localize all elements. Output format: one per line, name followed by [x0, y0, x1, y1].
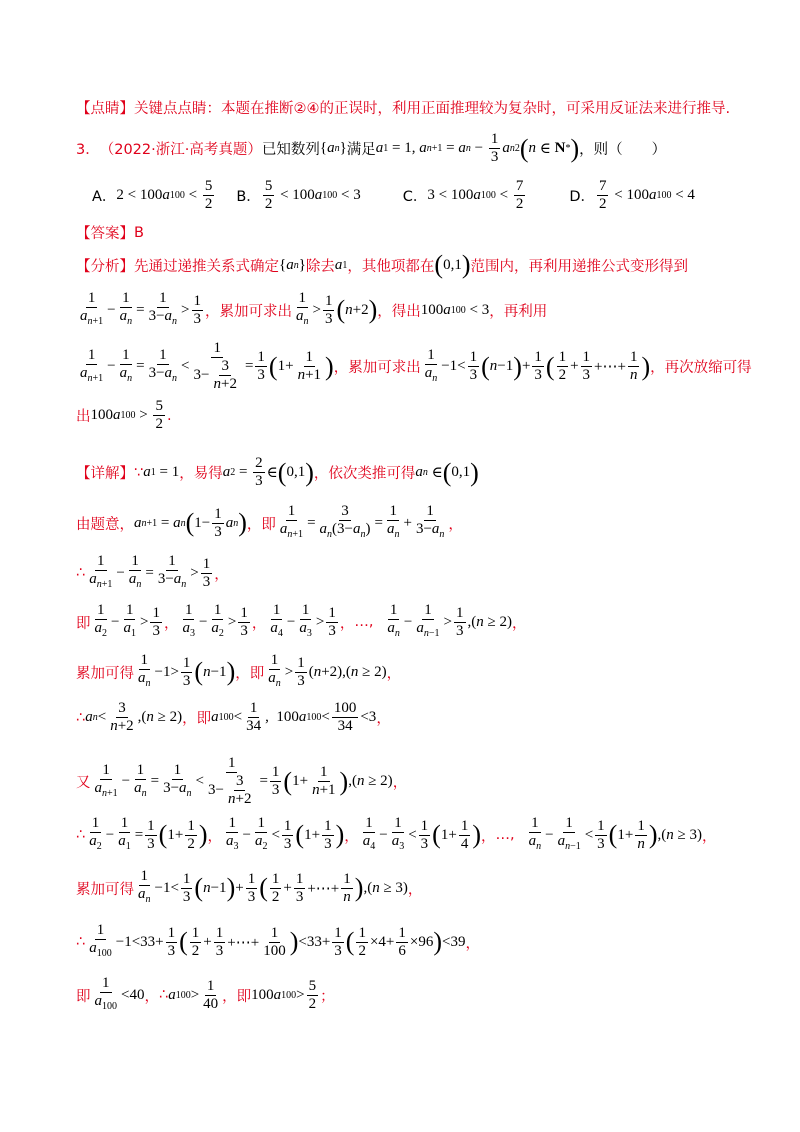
math-ineq-3: 100 a 100 < 3 [420, 301, 490, 318]
math-an-range: a n ∈ ( 0,1 ) [415, 457, 479, 487]
math-ineq-2: $\frac{1}{a_n}$ > $\frac{1}{3}$ ( n +2 ) [296, 290, 378, 327]
detail-text: ， [344, 828, 359, 845]
math-recurrence: a n+1 = a n ( 1− $\frac{1}{3}$ a n ) [134, 505, 247, 540]
therefore-symbol: ∴ [76, 565, 86, 581]
analysis-line-4 [76, 398, 172, 433]
analysis-line-1 [76, 252, 688, 278]
answer-tag: 【答案】 [76, 226, 134, 242]
math-ineq-1: $\frac{1}{a_{n+1}}$ − $\frac{1}{a_n}$ = $\frac{1}{3-a_n}$ > $\frac{1}{3}$ [80, 290, 202, 327]
math-chain-n: $\frac{1}{a_n}$ − $\frac{1}{a_{n-1}}$ > $\frac{1}{3}$ ,( n ≥ 2) [387, 602, 512, 639]
option-d[interactable]: D． $\frac{7}{2}$ < 100 a 100 < 4 [569, 178, 695, 212]
detail-text: ， [222, 988, 237, 1005]
option-a[interactable]: A． 2 < 100 a 100 < $\frac{5}{2}$ [92, 178, 213, 212]
detail-line-8 [76, 815, 716, 855]
math-upper-chain-1: $\frac{1}{a_2}$ − $\frac{1}{a_1}$ = $\frac{1}{3}$ ( 1+ $\frac{1}{2}$ ) [89, 815, 208, 852]
math-ineq-5: $\frac{1}{a_n}$ −1< $\frac{1}{3}$ ( n −1 ) + $\frac{1}{3}$ ( $\frac{1}{2}$ + $\frac{1}{3}$ +⋯+ $\frac{1}{n}$ ) [424, 346, 651, 384]
question-stem [76, 131, 666, 166]
math-upper-sum: $\frac{1}{a_n}$ −1< $\frac{1}{3}$ ( n −1 ) + $\frac{1}{3}$ ( $\frac{1}{2}$ + $\frac{1}{3}$ +⋯+ $\frac{1}{n}$ ) ,( n ≥ 3) [138, 868, 408, 905]
therefore-symbol: ∴ [76, 827, 86, 843]
math-chain-2: $\frac{1}{a_3}$ − $\frac{1}{a_2}$ > $\frac{1}{3}$ [182, 602, 248, 639]
analysis-text: ，再次放缩可得 [650, 360, 752, 376]
math-sum-2: $\frac{1}{a_n}$ > $\frac{1}{3}$ ( n +2),( n ≥ 2) [268, 652, 387, 689]
analysis-text: 范围内，再利用递推公式变形得到 [470, 258, 688, 275]
dianjing-tag: 【点睛】 [76, 101, 134, 117]
detail-text: ，易得 [179, 466, 223, 482]
because-symbol: ∵ [134, 464, 144, 481]
math-diff-ineq: $\frac{1}{a_{n+1}}$ − $\frac{1}{a_n}$ = $\frac{1}{3-a_n}$ > $\frac{1}{3}$ [89, 553, 211, 590]
analysis-text: ，得出 [377, 303, 421, 320]
analysis-text: 出 [76, 409, 91, 425]
math-final-bound: $\frac{1}{a_{100}}$ −1<33+ $\frac{1}{3}$ ( $\frac{1}{2}$ + $\frac{1}{3}$ +⋯+ $\frac{1}{100}$ ) <33+ $\frac{1}{3}$ ( $\frac{1}{2}$ ×4+ $\frac{1}{6}$ ×96 ) <39 [89, 922, 466, 959]
math-a1-eq: a 1 = 1 [143, 464, 180, 480]
math-a2: a 2 = $\frac{2}{3}$ ∈ ( 0,1 ) [222, 455, 314, 489]
math-a100-upper: a 100 < $\frac{1}{34}$ , 100 a 100 < $\frac{100}{34}$ <3 [211, 700, 377, 734]
detail-text: 即 [76, 988, 91, 1005]
detail-text: ， [465, 935, 480, 952]
options-row [92, 178, 715, 213]
detail-text: 即 [249, 665, 265, 682]
detail-text: ， [235, 665, 250, 682]
math-chain-1: $\frac{1}{a_2}$ − $\frac{1}{a_1}$ > $\frac{1}{3}$ [94, 602, 160, 639]
therefore-symbol: ∴ [76, 709, 86, 726]
analysis-text: ，其他项都在 [347, 258, 435, 275]
math-an-upper: a n < $\frac{3}{n+2}$ ,( n ≥ 2) [85, 700, 183, 734]
detail-line-1 [76, 455, 479, 490]
detail-text: ， [214, 566, 229, 583]
detail-text: …, [354, 614, 374, 630]
math-upper-chain-3: $\frac{1}{a_4}$ − $\frac{1}{a_3}$ < $\frac{1}{3}$ ( 1+ $\frac{1}{4}$ ) [362, 815, 481, 852]
analysis-text: ，累加可求出 [333, 360, 421, 376]
analysis-text: . [166, 407, 172, 424]
math-upper-diff: $\frac{1}{a_{n+1}}$ − $\frac{1}{a_n}$ = $\frac{1}{3-a_n}$ < 1 3− $\frac{3}{n+2}$ = $\frac{1}{3}$ ( 1+ $\frac{1}{n+1}$ ) ,( n ≥ 2) [94, 755, 393, 807]
sequence-notation: { a n } [319, 140, 347, 156]
option-a-label: A． [92, 189, 117, 205]
analysis-tag: 【分析】 [76, 258, 134, 275]
detail-text: ， [511, 615, 527, 632]
stem-prefix: 已知数列 [261, 142, 320, 158]
option-b-label: B． [236, 189, 261, 205]
detail-text: ； [320, 988, 335, 1005]
detail-text: ， [480, 828, 496, 845]
option-b[interactable]: B． $\frac{5}{2}$ < 100 a 100 < 3 [236, 178, 361, 212]
detail-text: 即 [261, 516, 276, 533]
answer-line [76, 222, 144, 243]
question-source: （2022·浙江·高考真题） [99, 142, 262, 158]
answer-value: B [134, 224, 144, 241]
question-number: 3． [76, 142, 100, 158]
detail-text: 累加可得 [76, 881, 134, 898]
detail-line-7 [76, 755, 407, 808]
dianjing-text: 关键点点睛：本题在推断②④的正误时，利用正面推理较为复杂时，可采用反证法来进行推导. [134, 101, 731, 117]
detail-text: ， [407, 881, 423, 898]
detail-text: ， [392, 775, 408, 791]
detail-line-4 [76, 602, 526, 642]
analysis-text: 除去 [305, 258, 335, 275]
math-seq: { a n } [279, 256, 306, 273]
math-ineq-4: $\frac{1}{a_{n+1}}$ − $\frac{1}{a_n}$ = $\frac{1}{3-a_n}$ < 1 3− $\frac{3}{n+2}$ = $\frac{1}{3}$ ( 1+ $\frac{1}{n+1}$ ) [80, 340, 334, 392]
math-ineq-6: 100 a 100 > $\frac{5}{2}$ [90, 398, 163, 432]
math-upper-chain-2: $\frac{1}{a_3}$ − $\frac{1}{a_2}$ < $\frac{1}{3}$ ( 1+ $\frac{1}{3}$ ) [225, 815, 345, 852]
detail-line-6 [76, 700, 391, 735]
analysis-text: ，累加可求出 [205, 303, 293, 320]
detail-line-11 [76, 975, 335, 1015]
math-upper-chain-n: $\frac{1}{a_n}$ − $\frac{1}{a_{n-1}}$ < $\frac{1}{3}$ ( 1+ $\frac{1}{n}$ ) ,( n ≥ 3) [528, 815, 702, 852]
option-c-label: C． [402, 189, 428, 205]
detail-text: ， [386, 665, 402, 682]
dianjing-line [76, 97, 730, 118]
math-conclusion: 100 a 100 > $\frac{5}{2}$ [251, 977, 317, 1012]
detail-text: ， [376, 711, 391, 727]
stem-mid: 满足 [346, 142, 376, 158]
analysis-text: 先通过递推关系式确定 [134, 258, 279, 275]
detail-line-10 [76, 922, 480, 962]
detail-text: ， [448, 516, 463, 533]
detail-text: 即 [236, 988, 252, 1005]
detail-text: 累加可得 [76, 665, 134, 682]
detail-text: ， [246, 516, 262, 533]
detail-text: 即 [196, 711, 212, 727]
math-a100-lower: a 100 > $\frac{1}{40}$ [168, 977, 219, 1012]
recurrence-condition: a 1 = 1, a n+1 = a n − $\frac{1}{3}$ a n 2 ( n ∈ N * ) [375, 131, 580, 165]
detail-line-2 [76, 503, 463, 543]
detail-tag: 【详解】 [76, 466, 134, 482]
detail-text: …, [495, 827, 515, 843]
therefore-symbol: ∴ [76, 934, 86, 950]
analysis-line-2 [76, 290, 547, 330]
detail-text: ，依次类推可得 [313, 466, 416, 482]
detail-text: ， [207, 828, 222, 845]
detail-text: ， [182, 711, 197, 727]
stem-suffix: ，则（ ） [579, 142, 667, 158]
detail-text: 由题意， [76, 516, 134, 533]
math-interval: ( 0,1 ) [434, 250, 471, 279]
detail-text: ， [701, 828, 717, 845]
math-inv-40: $\frac{1}{a_{100}}$ <40 [94, 975, 145, 1012]
detail-line-9 [76, 868, 422, 908]
math-sum-1: $\frac{1}{a_n}$ −1> $\frac{1}{3}$ ( n −1 ) [138, 652, 236, 689]
detail-line-3 [76, 553, 229, 593]
math-a1: a 1 [334, 256, 348, 273]
detail-text: ， [163, 615, 179, 632]
option-d-label: D． [569, 189, 595, 205]
therefore-symbol: ∴ [158, 987, 169, 1003]
detail-line-5 [76, 652, 401, 692]
math-chain-3: $\frac{1}{a_4}$ − $\frac{1}{a_3}$ > $\frac{1}{3}$ [270, 602, 336, 639]
analysis-line-3 [76, 340, 752, 393]
option-c[interactable]: C． 3 < 100 a 100 < $\frac{7}{2}$ [402, 178, 524, 212]
detail-text: 即 [76, 615, 91, 632]
detail-text: ， [339, 615, 355, 632]
detail-text: 又 [76, 775, 91, 791]
math-reciprocal: $\frac{1}{a_{n+1}}$ = $\frac{3}{a_n(3-a_n)}$ = $\frac{1}{a_n}$ + $\frac{1}{3-a_n}$ [279, 503, 445, 540]
analysis-text: ，再利用 [489, 303, 548, 320]
detail-text: ， [251, 615, 267, 632]
detail-text: ， [144, 988, 159, 1005]
